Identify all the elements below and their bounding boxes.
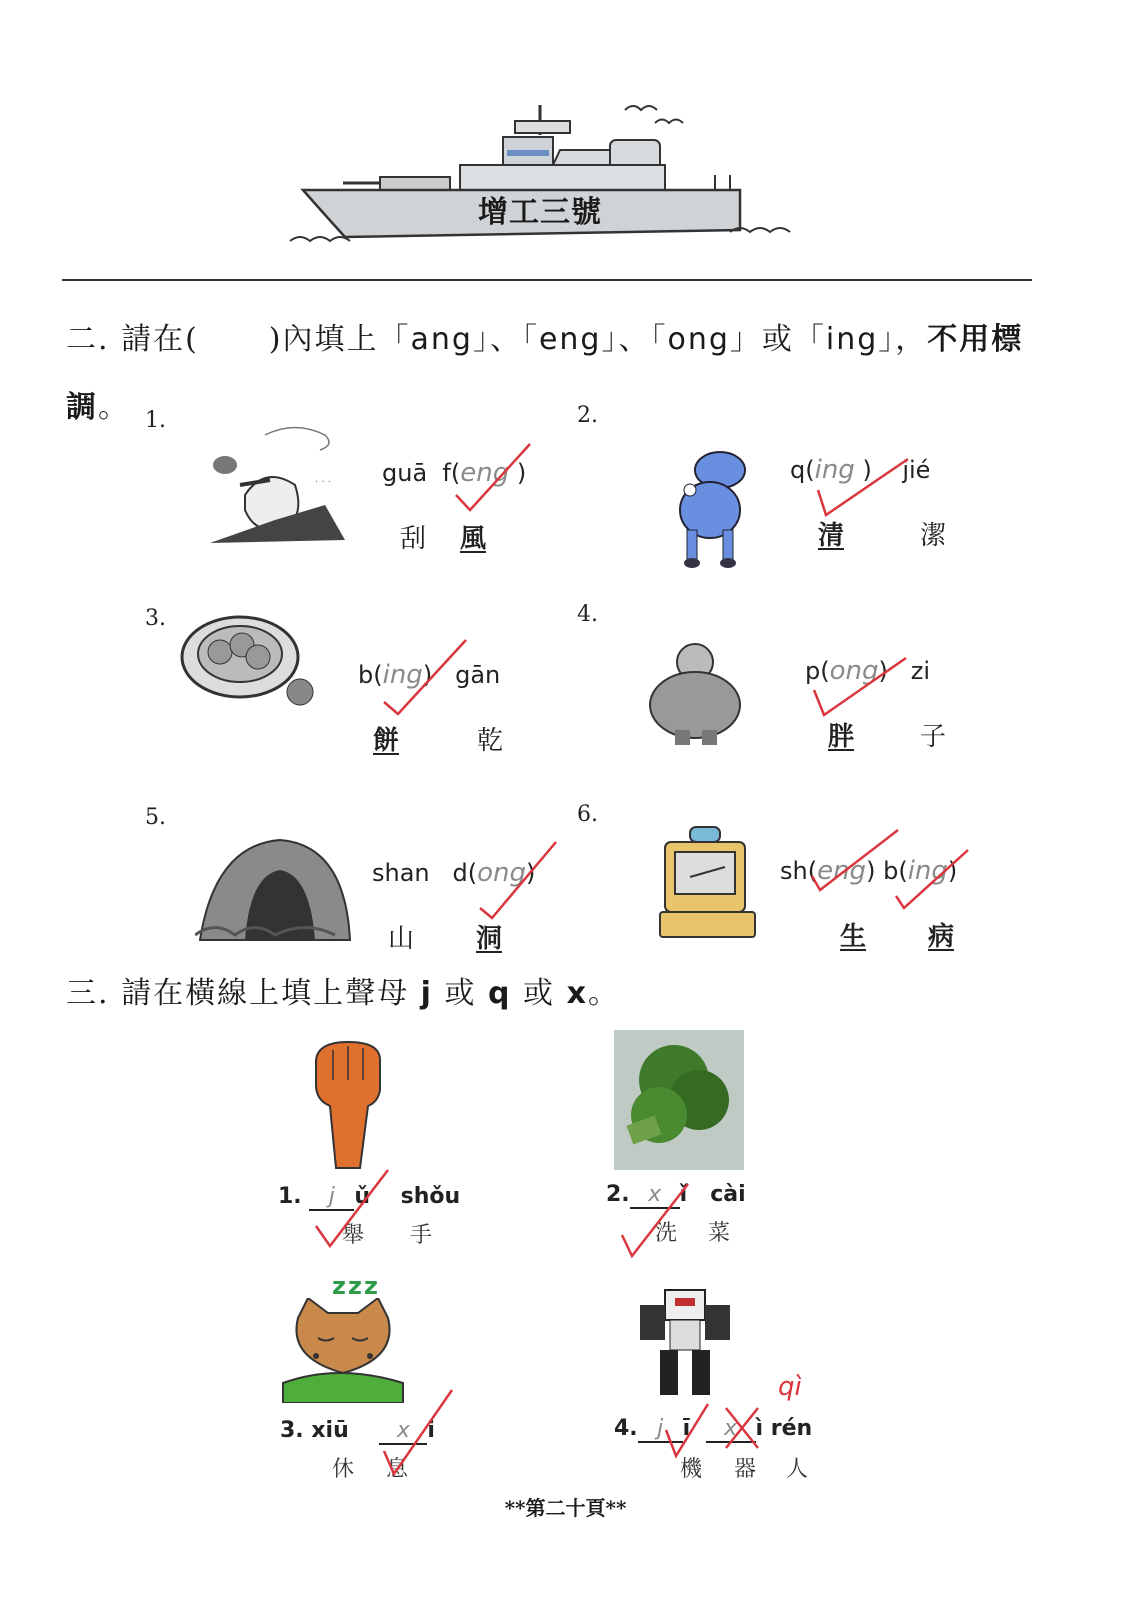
windy-man-icon	[205, 425, 360, 550]
broccoli-icon	[614, 1030, 744, 1170]
handwritten-answer: ing	[382, 660, 423, 690]
fat-man-icon	[640, 640, 750, 750]
wet-dog-icon	[665, 445, 765, 570]
pinyin-line: 2. x ǐ cài	[606, 1182, 746, 1207]
handwritten-answer: eng	[460, 458, 510, 488]
sleeping-cat-icon	[278, 1298, 408, 1403]
answer-blank: j	[638, 1416, 683, 1443]
hanzi-1: 機	[680, 1457, 703, 1482]
hanzi-1: 休	[332, 1457, 355, 1482]
hanzi-2: 菜	[708, 1221, 731, 1246]
ship-icon	[285, 95, 805, 255]
hanzi-1: 生	[840, 922, 867, 952]
teacher-correction: qì	[778, 1372, 802, 1402]
pinyin-line: b(ing) gān	[358, 660, 501, 690]
hanzi-2: 風	[460, 524, 487, 554]
section2-heading-line2: 調。	[66, 390, 130, 425]
section2-heading: 二. 請在( )內填上「ang」、「eng」、「ong」或「ing」，不用標	[66, 322, 1024, 357]
raised-fist-icon	[308, 1040, 388, 1170]
item-number: 3.	[145, 606, 166, 631]
answer-blank: j	[309, 1184, 354, 1211]
banner-title: 增工三號	[478, 195, 602, 230]
hanzi-3: 人	[786, 1457, 809, 1482]
hanzi-2: 乾	[477, 726, 504, 756]
pinyin-line: 4. j ī x ì rén	[614, 1416, 813, 1441]
hanzi-2: 潔	[920, 521, 947, 551]
hanzi-1: 刮	[400, 524, 427, 554]
hanzi-2: 子	[920, 722, 947, 752]
hanzi-1: 舉	[342, 1223, 365, 1248]
item-number: 6.	[577, 802, 598, 827]
hanzi-2: 病	[928, 922, 955, 952]
item-number: 5.	[145, 805, 166, 830]
item-number: 4.	[577, 602, 598, 627]
pinyin-line: q(ing ) jié	[790, 455, 931, 485]
biscuit-plate-icon	[180, 612, 325, 707]
pinyin-line: guā f(eng )	[382, 458, 527, 488]
cave-icon	[195, 835, 355, 945]
hanzi-2: 手	[410, 1223, 433, 1248]
pinyin-line: 3. xiū x i	[280, 1418, 435, 1443]
item-number: 2.	[577, 403, 598, 428]
pinyin-line: p(ong) zi	[805, 656, 931, 686]
hanzi-1: 清	[818, 521, 845, 551]
item-number: 1.	[145, 408, 166, 433]
pinyin-line: 1. j ǔ shǒu	[278, 1184, 461, 1209]
page-number: **第二十頁**	[504, 1496, 627, 1520]
answer-blank: x	[630, 1182, 680, 1209]
pinyin-line: sh(eng) b(ing)	[780, 856, 958, 886]
hanzi-1: 餅	[373, 726, 400, 756]
hanzi-2: 洞	[476, 924, 503, 954]
hanzi-1: 洗	[655, 1221, 678, 1246]
zzz-text: zzz	[332, 1272, 380, 1300]
handwritten-answer: ong	[477, 858, 527, 888]
svg-text:· · ·: · · ·	[315, 477, 331, 488]
handwritten-answer: ing	[814, 455, 855, 485]
hanzi-1: 胖	[828, 722, 855, 752]
pinyin-line: shan d(ong)	[372, 858, 536, 888]
hanzi-2: 器	[734, 1457, 757, 1482]
handwritten-answer: ing	[907, 856, 948, 886]
divider-line	[62, 279, 1032, 281]
section3-heading: 三. 請在橫線上填上聲母 j 或 q 或 x。	[66, 976, 620, 1011]
answer-blank: x	[706, 1416, 756, 1443]
hanzi-1: 山	[388, 924, 415, 954]
answer-blank: x	[379, 1418, 427, 1445]
handwritten-answer: ong	[829, 656, 879, 686]
handwritten-answer: eng	[817, 856, 867, 886]
robot-icon	[620, 1280, 750, 1400]
hanzi-2: 息	[386, 1457, 409, 1482]
sick-computer-icon	[655, 822, 760, 942]
